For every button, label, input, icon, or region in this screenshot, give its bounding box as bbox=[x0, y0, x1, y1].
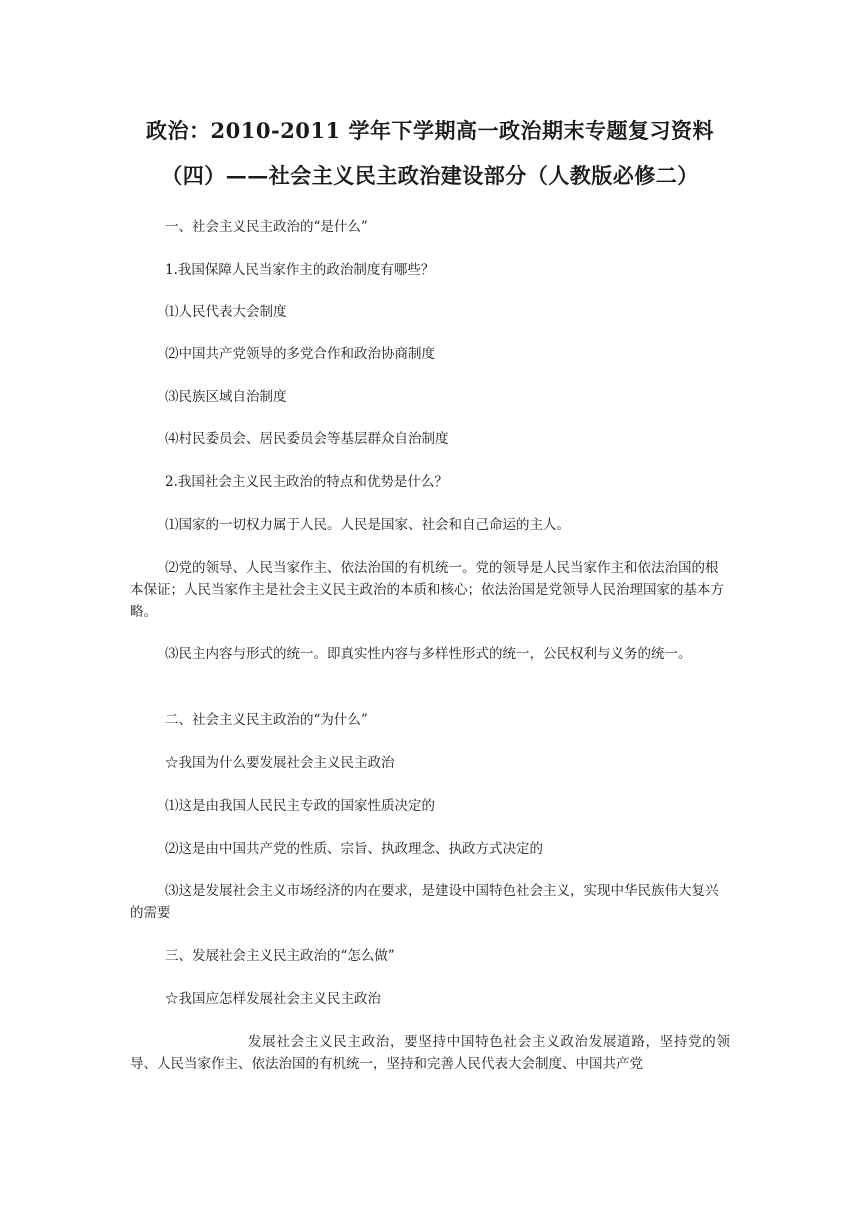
sub-heading: ☆我国应怎样发展社会主义民主政治 bbox=[165, 991, 381, 1007]
list-item: ⑵这是由中国共产党的性质、宗旨、执政理念、执政方式决定的 bbox=[165, 841, 543, 857]
list-item-multiline: ⑵党的领导、人民当家作主、依法治国的有机统一。党的领导是人民当家作主和依法治国的根本保证；人民当家作主是社会主义民主政治的本质和核心；依法治国是党领导人民治理国家的基本方略。 bbox=[130, 560, 724, 620]
list-item-multiline: ⑶民主内容与形式的统一。即真实性内容与多样性形式的统一，公民权利与义务的统一。 bbox=[165, 646, 692, 662]
list-item: ⑴这是由我国人民民主专政的国家性质决定的 bbox=[165, 798, 435, 814]
sub-heading: ☆我国为什么要发展社会主义民主政治 bbox=[165, 755, 395, 771]
list-item: ⑵中国共产党领导的多党合作和政治协商制度 bbox=[165, 346, 435, 362]
section-heading-2: 二、社会主义民主政治的“为什么” bbox=[165, 712, 368, 728]
list-item-multiline: ⑶这是发展社会主义市场经济的内在要求，是建设中国特色社会主义，实现中华民族伟大复兴的需要 bbox=[130, 883, 719, 921]
body-paragraph: 发展社会主义民主政治，要坚持中国特色社会主义政治发展道路，坚持党的领导、人民当家作主、依法治国的有机统一，坚持和完善人民代表大会制度、中国共产党 bbox=[130, 1034, 730, 1072]
list-item: ⑴人民代表大会制度 bbox=[165, 304, 287, 320]
document-title-line-1: 政治：2010-2011 学年下学期高一政治期末专题复习资料 bbox=[146, 118, 714, 143]
section-heading-1: 一、社会主义民主政治的“是什么” bbox=[165, 219, 368, 235]
list-item: ⑷村民委员会、居民委员会等基层群众自治制度 bbox=[165, 431, 449, 447]
document-title-line-2: （四）——社会主义民主政治建设部分（人教版必修二） bbox=[161, 163, 699, 188]
question-1: 1.我国保障人民当家作主的政治制度有哪些？ bbox=[165, 262, 435, 278]
list-item: ⑶民族区域自治制度 bbox=[165, 389, 287, 405]
question-2: 2.我国社会主义民主政治的特点和优势是什么？ bbox=[165, 474, 448, 490]
section-heading-3: 三、发展社会主义民主政治的“怎么做” bbox=[165, 948, 395, 964]
list-item: ⑴国家的一切权力属于人民。人民是国家、社会和自己命运的主人。 bbox=[165, 517, 570, 533]
